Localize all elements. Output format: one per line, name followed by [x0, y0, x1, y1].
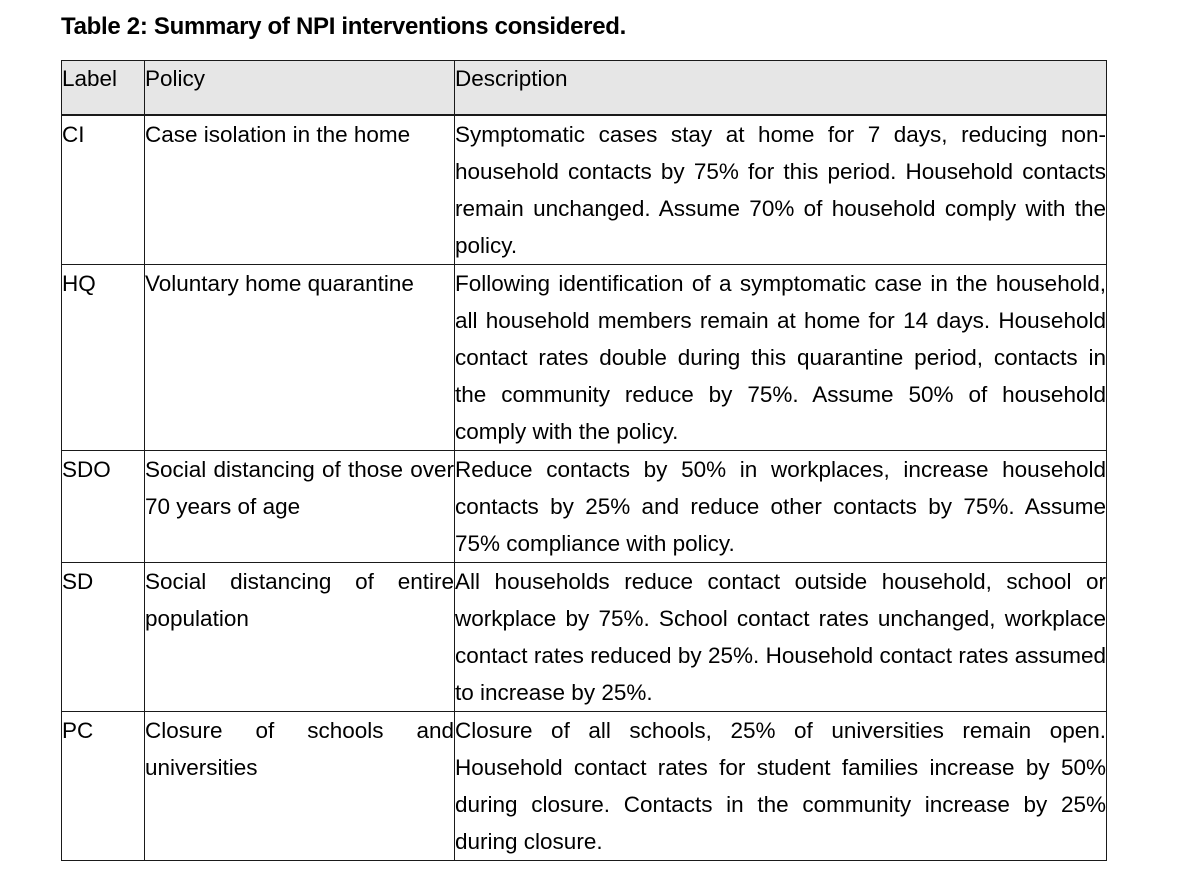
row-description: Symptomatic cases stay at home for 7 days, reducing non-household contacts by 75% for this period. Household contacts remain unchanged. Assume 70% of household comply with the policy. — [455, 115, 1107, 265]
row-label: CI — [62, 115, 145, 265]
row-label: PC — [62, 712, 145, 861]
row-policy: Social distancing of those over 70 years of age — [145, 451, 455, 563]
row-description: Closure of all schools, 25% of universities remain open. Household contact rates for student families increase by 50% during closure. Contacts in the community increase by 25% during closure. — [455, 712, 1107, 861]
table-caption: Table 2: Summary of NPI interventions considered. — [61, 13, 626, 40]
header-description: Description — [455, 61, 1107, 116]
row-description: Reduce contacts by 50% in workplaces, increase household contacts by 25% and reduce other contacts by 75%. Assume 75% compliance with policy. — [455, 451, 1107, 563]
row-policy: Voluntary home quarantine — [145, 265, 455, 451]
row-label: SDO — [62, 451, 145, 563]
table-row — [62, 265, 1107, 451]
header-label: Label — [62, 61, 145, 116]
header-row — [62, 61, 1107, 116]
row-description: All households reduce contact outside household, school or workplace by 75%. School contact rates unchanged, workplace contact rates reduced by 25%. Household contact rates assumed to increase by 25%. — [455, 563, 1107, 712]
header-policy: Policy — [145, 61, 455, 116]
row-label: HQ — [62, 265, 145, 451]
table-row — [62, 563, 1107, 712]
row-policy: Closure of schools and universities — [145, 712, 455, 861]
table-row — [62, 451, 1107, 563]
npi-interventions-table — [61, 60, 1107, 861]
row-policy: Case isolation in the home — [145, 115, 455, 265]
table-row — [62, 712, 1107, 861]
row-policy: Social distancing of entire population — [145, 563, 455, 712]
table-row — [62, 115, 1107, 265]
row-description: Following identification of a symptomatic case in the household, all household members remain at home for 14 days. Household contact rates double during this quarantine period, contacts in the community reduce by 75%. Assume 50% of household comply with the policy. — [455, 265, 1107, 451]
table-header — [62, 61, 1107, 116]
table-body — [62, 115, 1107, 861]
row-label: SD — [62, 563, 145, 712]
